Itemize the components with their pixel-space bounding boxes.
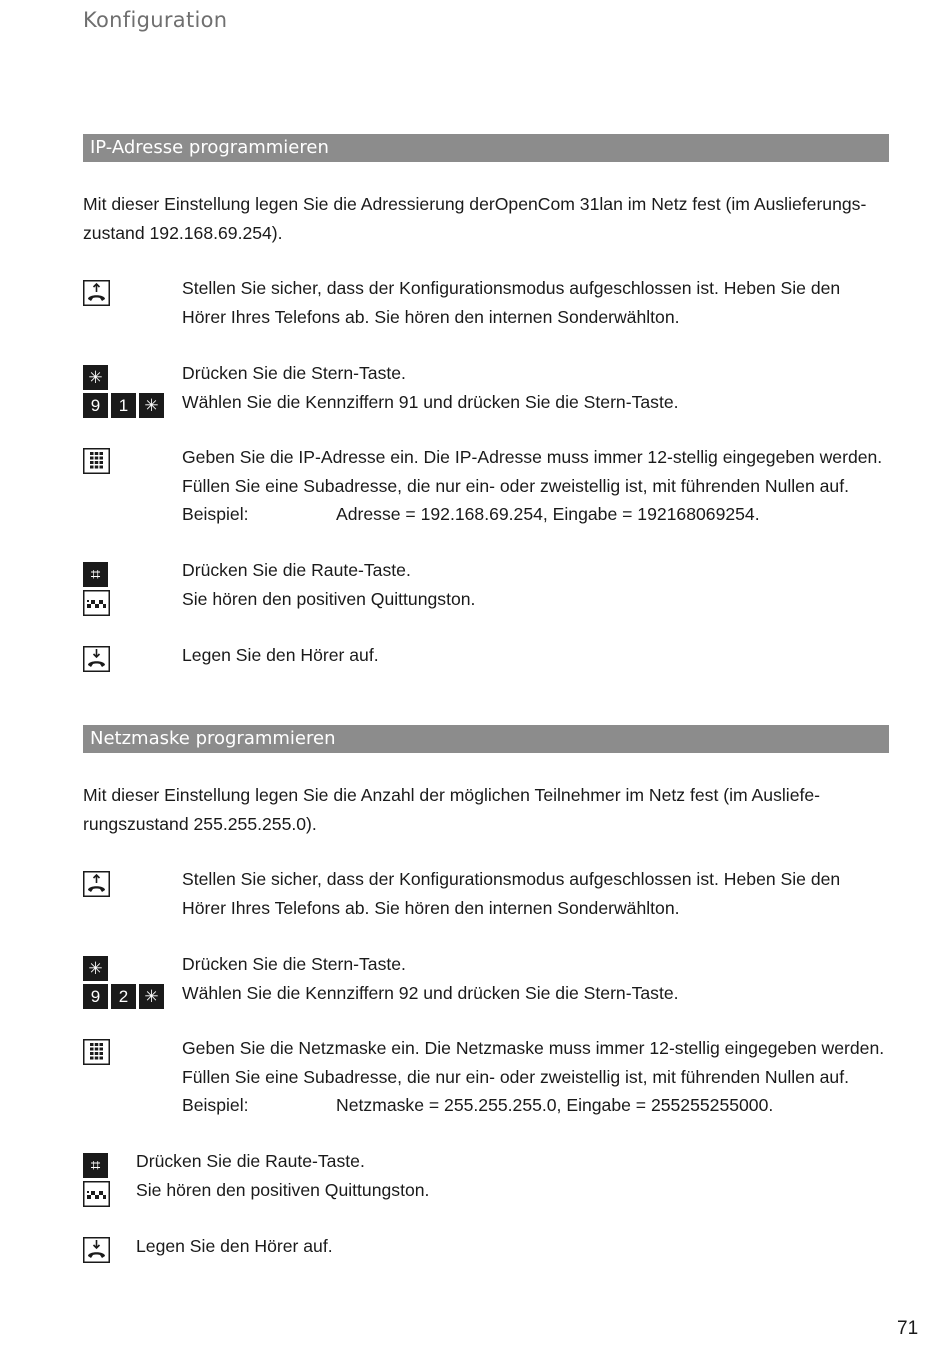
- ip-step7-text: Legen Sie den Hörer auf.: [182, 645, 379, 665]
- mask-step3-text: Wählen Sie die Kennziffern 92 und drücken Sie die Stern-Taste.: [182, 983, 679, 1003]
- example-value: Adresse = 192.168.69.254, Eingabe = 192168069254.: [336, 504, 760, 524]
- ip-intro-line-2: zustand 192.168.69.254).: [83, 223, 283, 243]
- ip-step3-text: Wählen Sie die Kennziffern 91 und drücken Sie die Stern-Taste.: [182, 392, 679, 412]
- mask-step1-line-2: Hörer Ihres Telefons ab. Sie hören den internen Sonderwählton.: [182, 898, 680, 918]
- star-key-icon: ✳: [139, 393, 164, 418]
- keypad-icon: [83, 1039, 110, 1065]
- digit-key-icon: 9: [83, 393, 108, 418]
- section-heading-ip-address: IP-Adresse programmieren: [83, 134, 889, 162]
- example-label: Beispiel:: [182, 1095, 249, 1115]
- mask-step5-text: Drücken Sie die Raute-Taste.: [136, 1151, 365, 1171]
- digit-key-icon: 2: [111, 984, 136, 1009]
- page-number: 71: [897, 1318, 919, 1339]
- example-value: Netzmaske = 255.255.255.0, Eingabe = 255255255000.: [336, 1095, 774, 1115]
- digit-key-icon: 9: [83, 984, 108, 1009]
- hash-key-icon: ⌗: [83, 1153, 108, 1178]
- mask-step2-text: Drücken Sie die Stern-Taste.: [182, 954, 406, 974]
- confirmation-tone-icon: [83, 1181, 110, 1207]
- mask-step4-line-2: Füllen Sie eine Subadresse, die nur ein- oder zweistellig ist, mit führenden Nullen auf.: [182, 1067, 849, 1087]
- mask-intro-line-1: Mit dieser Einstellung legen Sie die Anzahl der möglichen Teilnehmer im Netz fest (im Ausliefe-: [83, 785, 821, 805]
- digit-key-icon: 1: [111, 393, 136, 418]
- mask-step6-text: Sie hören den positiven Quittungston.: [136, 1180, 430, 1200]
- ip-example-row: [182, 500, 760, 529]
- page-header-title: Konfiguration: [83, 8, 228, 32]
- star-key-icon: ✳: [139, 984, 164, 1009]
- hash-key-icon: ⌗: [83, 562, 108, 587]
- confirmation-tone-icon: [83, 590, 110, 616]
- ip-intro-line-1: Mit dieser Einstellung legen Sie die Adressierung derOpenCom 31lan im Netz fest (im Auslieferungs-: [83, 194, 867, 214]
- mask-step1-line-1: Stellen Sie sicher, dass der Konfigurationsmodus aufgeschlossen ist. Heben Sie den: [182, 869, 841, 889]
- ip-step5-text: Drücken Sie die Raute-Taste.: [182, 560, 411, 580]
- example-label: Beispiel:: [182, 504, 249, 524]
- ip-step2-text: Drücken Sie die Stern-Taste.: [182, 363, 406, 383]
- star-key-icon: ✳: [83, 956, 108, 981]
- ip-step6-text: Sie hören den positiven Quittungston.: [182, 589, 476, 609]
- ip-step1-line-2: Hörer Ihres Telefons ab. Sie hören den internen Sonderwählton.: [182, 307, 680, 327]
- mask-intro-line-2: rungszustand 255.255.255.0).: [83, 814, 317, 834]
- mask-example-row: [182, 1091, 773, 1120]
- mask-step4-line-1: Geben Sie die Netzmaske ein. Die Netzmaske muss immer 12-stellig eingegeben werden.: [182, 1038, 885, 1058]
- ip-step4-line-1: Geben Sie die IP-Adresse ein. Die IP-Adresse muss immer 12-stellig eingegeben werden.: [182, 447, 883, 467]
- handset-hangup-icon: [83, 1237, 110, 1263]
- handset-lift-icon: [83, 280, 110, 306]
- mask-step7-text: Legen Sie den Hörer auf.: [136, 1236, 333, 1256]
- star-key-icon: ✳: [83, 365, 108, 390]
- handset-lift-icon: [83, 871, 110, 897]
- section-heading-netmask: Netzmaske programmieren: [83, 725, 889, 753]
- handset-hangup-icon: [83, 646, 110, 672]
- ip-step4-line-2: Füllen Sie eine Subadresse, die nur ein- oder zweistellig ist, mit führenden Nullen auf.: [182, 476, 849, 496]
- ip-step1-line-1: Stellen Sie sicher, dass der Konfigurationsmodus aufgeschlossen ist. Heben Sie den: [182, 278, 841, 298]
- keypad-icon: [83, 448, 110, 474]
